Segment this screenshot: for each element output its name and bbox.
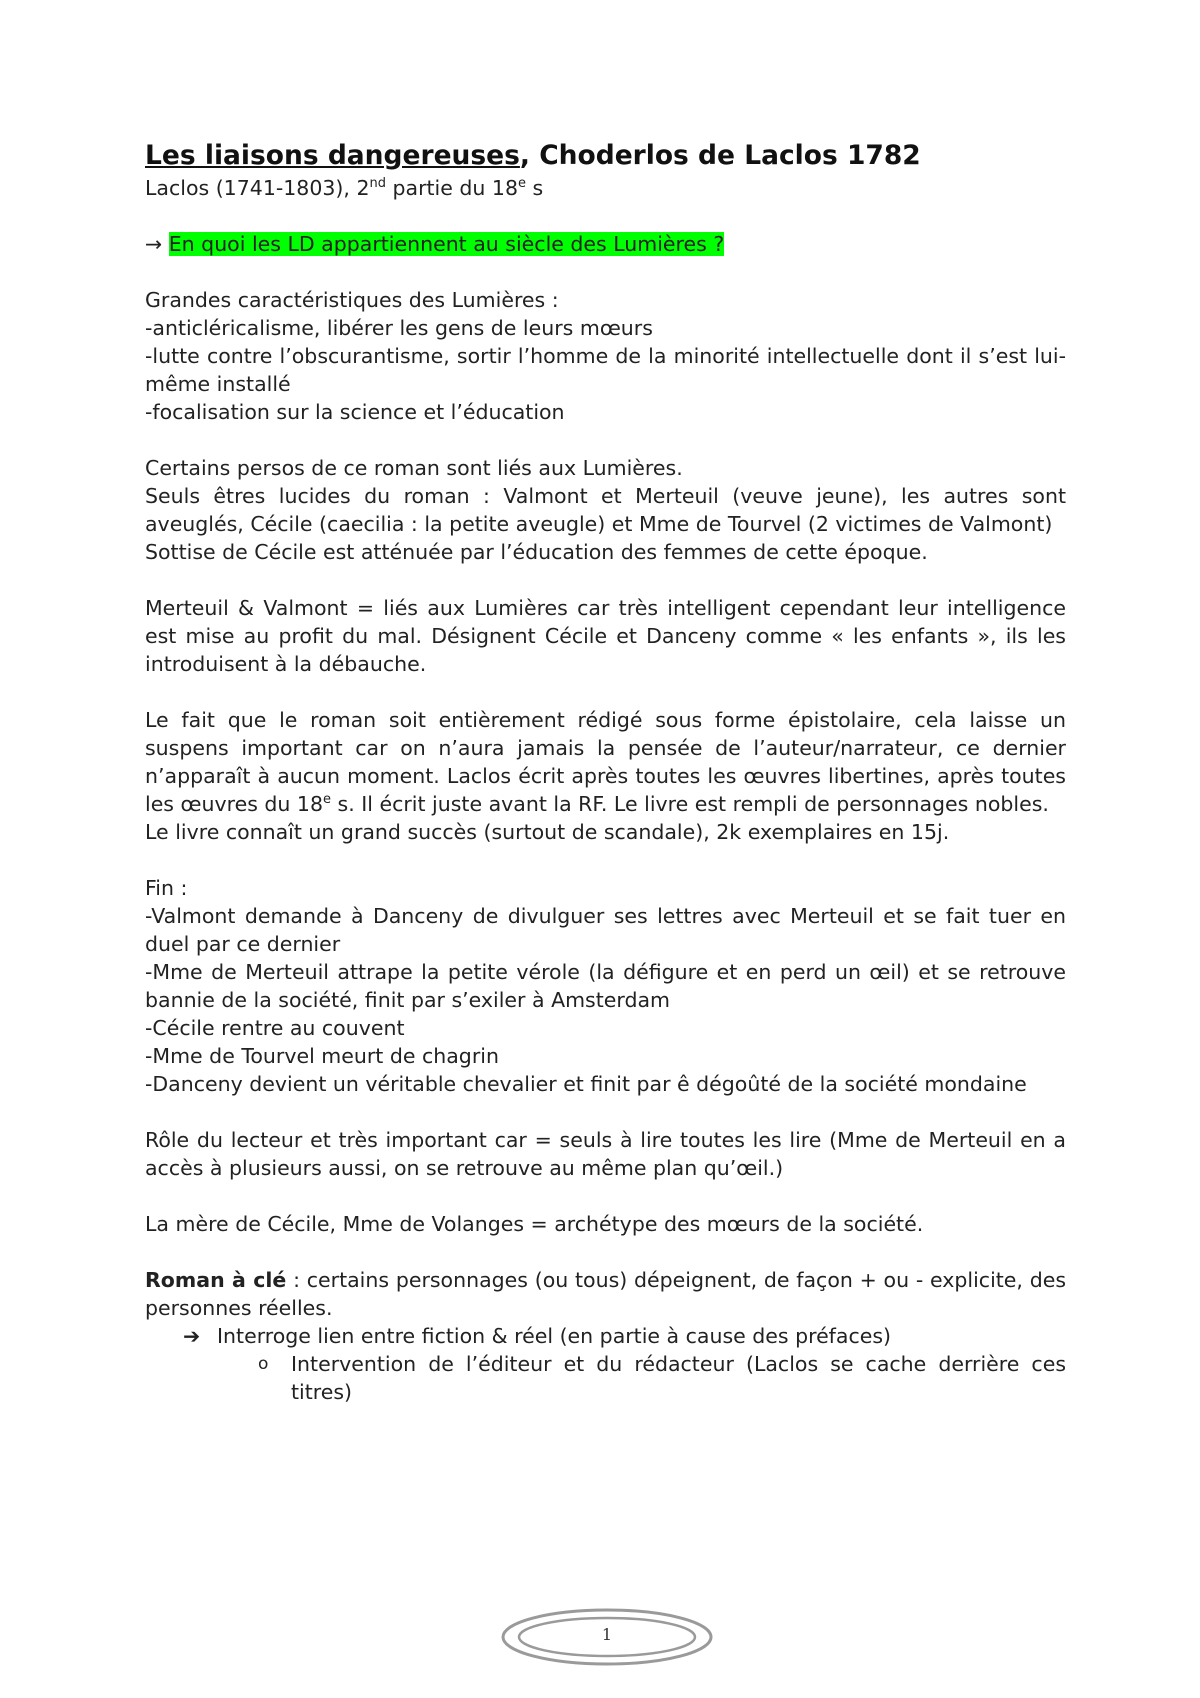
paragraph-volanges: La mère de Cécile, Mme de Volanges = archétype des mœurs de la société. [145,1212,924,1236]
paragraph-merteuil-valmont: Merteuil & Valmont = liés aux Lumières car très intelligent cependant leur intelligence est mise au profit du mal. Désignent Cécile et Danceny comme « les enfants », ils les introduisent à la débauche. [145,596,1066,676]
fin-item: -Mme de Merteuil attrape la petite vérole (la défigure et en perd un œil) et se retrouve bannie de la société, finit par s’exiler à Amsterdam [145,960,1066,1012]
page-content [145,138,1066,1406]
paragraph-roman-a-cle: Roman à clé : certains personnages (ou tous) dépeignent, de façon + ou - explicite, des personnes réelles. [145,1268,1066,1320]
circle-bullet-icon: o [258,1354,269,1374]
fin-item: -Valmont demande à Danceny de divulguer ses lettres avec Merteuil et se fait tuer en duel par ce dernier [145,904,1066,956]
subtitle-line: Laclos (1741-1803), 2nd partie du 18e s [145,176,544,200]
characteristic-item: -anticléricalisme, libérer les gens de leurs mœurs [145,316,653,340]
question-line [145,230,1066,258]
characteristic-item: -lutte contre l’obscurantisme, sortir l’homme de la minorité intellectuelle dont il s’est lui-même installé [145,344,1066,396]
paragraph-line: Sottise de Cécile est atténuée par l’éducation des femmes de cette époque. [145,540,928,564]
paragraph-epistolaire: Le fait que le roman soit entièrement rédigé sous forme épistolaire, cela laisse un suspens important car on n’aura jamais la pensée de l’auteur/narrateur, ce dernier n’apparaît à aucun moment. Laclos écrit après toutes les œuvres libertines, après toutes les œuvres du 18e s. Il écrit juste avant la RF. Le livre est rempli de personnages nobles. [145,708,1066,816]
arrow-bullet-item: ➔ Interroge lien entre fiction & réel (en partie à cause des préfaces) [183,1324,892,1348]
page-number: 1 [601,1625,613,1644]
paragraph-line: Certains persos de ce roman sont liés aux Lumières. [145,456,683,480]
fin-item: -Mme de Tourvel meurt de chagrin [145,1044,499,1068]
right-arrow-icon: → [145,232,163,256]
paragraph-line: Seuls êtres lucides du roman : Valmont et Merteuil (veuve jeune), les autres sont aveuglés, Cécile (caecilia : la petite aveugle) et Mme de Tourvel (2 victimes de Valmont) [145,484,1066,536]
paragraph-lecteur: Rôle du lecteur et très important car = seuls à lire toutes les lire (Mme de Merteuil en a accès à plusieurs aussi, on se retrouve au même plan qu’œil.) [145,1128,1066,1180]
highlighted-question: En quoi les LD appartiennent au siècle des Lumières ? [168,232,725,256]
fin-item: -Danceny devient un véritable chevalier et finit par ê dégoûté de la société mondaine [145,1072,1027,1096]
bold-arrow-icon: ➔ [183,1324,201,1348]
characteristic-item: -focalisation sur la science et l’éducation [145,400,565,424]
sub-bullet-item: o Intervention de l’éditeur et du rédacteur (Laclos se cache derrière ces titres) [258,1352,1066,1404]
author-year: , Choderlos de Laclos 1782 [519,140,921,171]
term-roman-a-cle: Roman à clé [145,1268,287,1292]
fin-heading: Fin : [145,876,188,900]
document-title [145,138,1066,174]
page-footer [500,1606,714,1668]
book-title: Les liaisons dangereuses [145,140,520,171]
paragraph-succes: Le livre connaît un grand succès (surtout de scandale), 2k exemplaires en 15j. [145,820,950,844]
fin-item: -Cécile rentre au couvent [145,1016,405,1040]
characteristics-heading: Grandes caractéristiques des Lumières : [145,288,559,312]
